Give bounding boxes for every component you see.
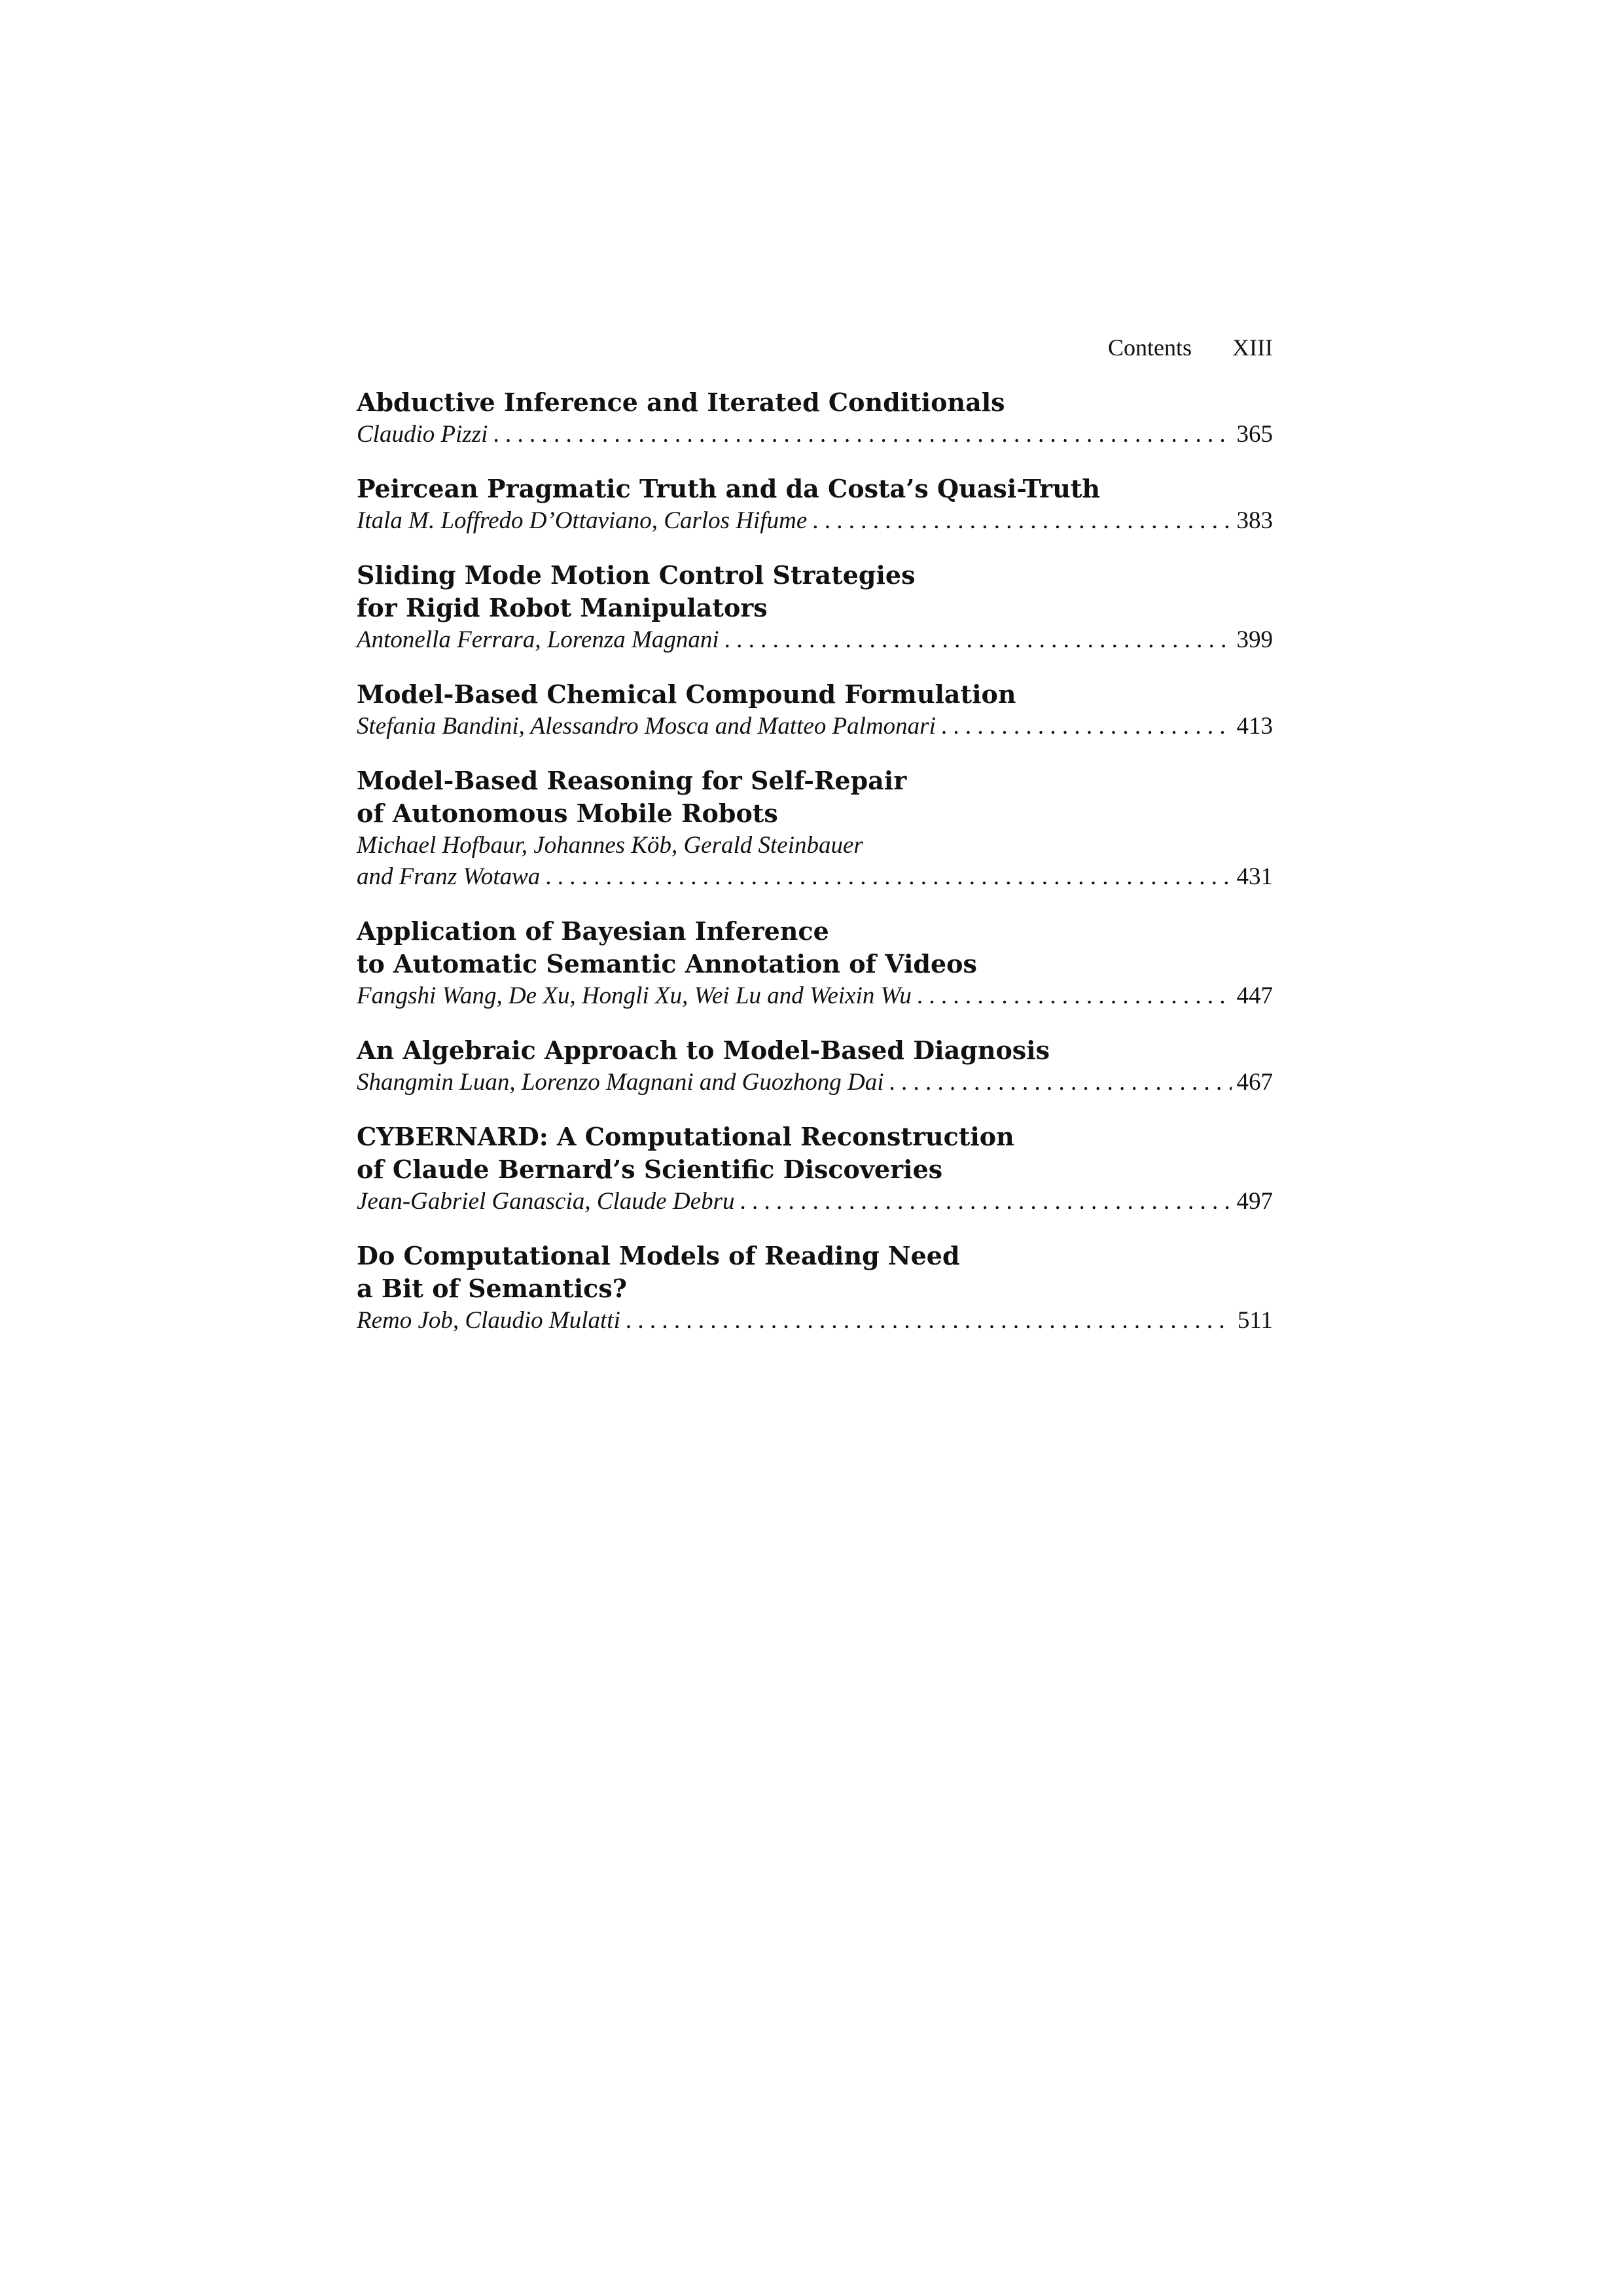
- entry-authors: Antonella Ferrara, Lorenza Magnani: [357, 626, 719, 653]
- entry-title-line: Model-Based Reasoning for Self-Repair: [357, 766, 907, 795]
- entry-page-number: 365: [1236, 421, 1273, 448]
- toc-entry: [357, 915, 1273, 1012]
- entry-authors-and-page: [357, 980, 1273, 1012]
- entry-authors-line: Michael Hofbaur, Johannes Köb, Gerald Steinbauer: [357, 832, 863, 859]
- entry-authors-and-page: [357, 711, 1273, 742]
- entry-page-number: 511: [1237, 1307, 1273, 1334]
- dot-leader: [740, 1186, 1232, 1217]
- entry-authors: Fangshi Wang, De Xu, Hongli Xu, Wei Lu and Weixin Wu: [357, 982, 912, 1009]
- dot-leader: [626, 1305, 1232, 1336]
- entry-title-line: for Rigid Robot Manipulators: [357, 593, 768, 622]
- entry-title-line: CYBERNARD: A Computational Reconstruction: [357, 1122, 1014, 1151]
- entry-authors-and-page: [357, 1186, 1273, 1217]
- entry-title-line: a Bit of Semantics?: [357, 1274, 627, 1303]
- toc-entry: [357, 1034, 1273, 1098]
- dot-leader: [941, 711, 1232, 742]
- entry-authors: Remo Job, Claudio Mulatti: [357, 1307, 620, 1334]
- toc-entry: [357, 678, 1273, 742]
- entry-title-line: Peircean Pragmatic Truth and da Costa’s Quasi-Truth: [357, 474, 1101, 503]
- entry-title-line: Abductive Inference and Iterated Conditionals: [357, 387, 1005, 417]
- entry-authors: Shangmin Luan, Lorenzo Magnani and Guozhong Dai: [357, 1069, 884, 1096]
- entry-authors-and-page: [357, 624, 1273, 656]
- dot-leader: [545, 861, 1231, 893]
- header-page-number: XIII: [1232, 334, 1273, 361]
- entry-authors: Stefania Bandini, Alessandro Mosca and Matteo Palmonari: [357, 713, 936, 740]
- entry-page-number: 447: [1236, 982, 1273, 1009]
- running-title: Contents: [1108, 334, 1192, 361]
- entry-title-line: An Algebraic Approach to Model-Based Diagnosis: [357, 1035, 1050, 1065]
- page-header: [357, 332, 1273, 363]
- entry-authors: Claudio Pizzi: [357, 421, 488, 448]
- entry-authors: Jean-Gabriel Ganascia, Claude Debru: [357, 1188, 735, 1215]
- toc-entry: [357, 1121, 1273, 1217]
- dot-leader: [812, 505, 1231, 537]
- entry-page-number: 467: [1236, 1069, 1273, 1096]
- entry-title-line: Sliding Mode Motion Control Strategies: [357, 560, 916, 590]
- toc-entry: [357, 386, 1273, 450]
- entry-title-line: Do Computational Models of Reading Need: [357, 1241, 960, 1270]
- entry-authors-and-page: [357, 1305, 1273, 1336]
- entry-authors-and-page: [357, 505, 1273, 537]
- entry-title-line: to Automatic Semantic Annotation of Videos: [357, 949, 977, 978]
- toc-entry: [357, 1240, 1273, 1336]
- entry-authors-and-page: [357, 861, 1273, 893]
- entry-page-number: 497: [1236, 1188, 1273, 1215]
- toc-entry: [357, 473, 1273, 537]
- dot-leader: [493, 419, 1231, 450]
- entry-authors-and-page: [357, 1067, 1273, 1098]
- entry-authors: Itala M. Loffredo D’Ottaviano, Carlos Hifume: [357, 507, 808, 534]
- dot-leader: [917, 980, 1232, 1012]
- entry-page-number: 383: [1236, 507, 1273, 534]
- table-of-contents: [357, 386, 1273, 1359]
- entry-title-line: Model-Based Chemical Compound Formulation: [357, 679, 1016, 709]
- entry-page-number: 399: [1236, 626, 1273, 653]
- dot-leader: [889, 1067, 1231, 1098]
- entry-authors: and Franz Wotawa: [357, 863, 541, 890]
- entry-page-number: 413: [1236, 713, 1273, 740]
- entry-authors-and-page: [357, 419, 1273, 450]
- dot-leader: [724, 624, 1232, 656]
- entry-title-line: of Claude Bernard’s Scientific Discoveries: [357, 1155, 943, 1184]
- toc-entry: [357, 559, 1273, 656]
- toc-entry: [357, 764, 1273, 893]
- entry-title-line: of Autonomous Mobile Robots: [357, 798, 778, 828]
- entry-title-line: Application of Bayesian Inference: [357, 916, 829, 946]
- entry-page-number: 431: [1236, 863, 1273, 890]
